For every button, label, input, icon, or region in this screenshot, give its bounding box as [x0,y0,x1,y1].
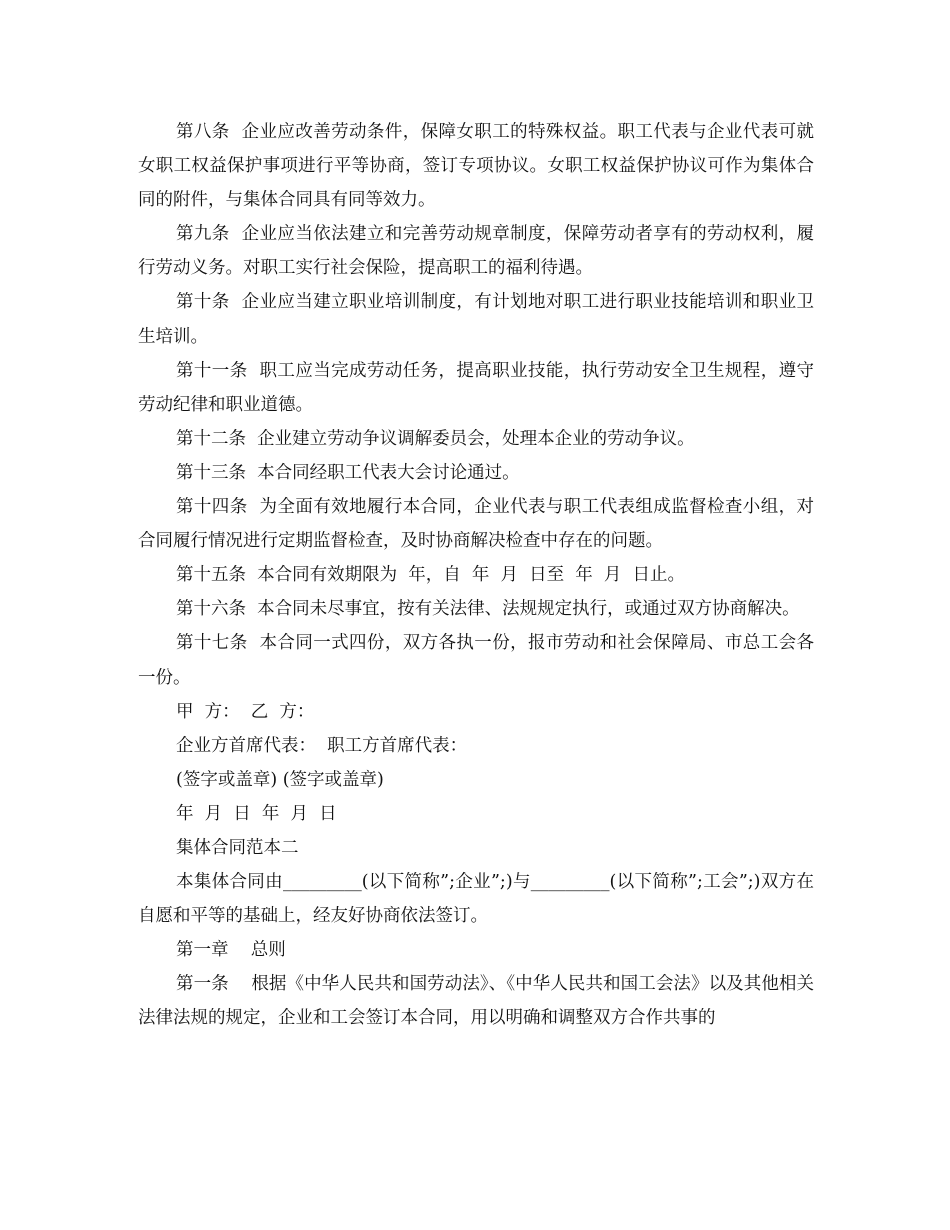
article-15: 第十五条 本合同有效期限为 年，自 年 月 日至 年 月 日止。 [176,565,686,586]
article-12: 第十二条 企业建立劳动争议调解委员会，处理本企业的劳动争议。 [176,428,695,449]
chapter-1-heading: 第一章 总则 [176,940,286,961]
date-line: 年 月 日 年 月 日 [176,803,337,824]
article-10: 第十条 企业应当建立职业培训制度，有计划地对职工进行职业技能培训和职业卫生培训。 [138,292,814,347]
template-two-heading: 集体合同范本二 [176,837,299,858]
contract-intro: 本集体合同由_________(以下简称”;企业”;)与_________(以下简称”;工会”;)双方在自愿和平等的基础上，经友好协商依法签订。 [138,872,814,927]
article-17: 第十七条 本合同一式四份，双方各执一份，报市劳动和社会保障局、市总工会各一份。 [138,633,814,688]
article-9: 第九条 企业应当依法建立和完善劳动规章制度，保障劳动者享有的劳动权利，履行劳动义务。对职工实行社会保险，提高职工的福利待遇。 [138,224,814,279]
article-16: 第十六条 本合同未尽事宜，按有关法律、法规规定执行，或通过双方协商解决。 [176,599,800,620]
parties-line: 甲 方： 乙 方： [176,701,315,722]
signature-line: (签字或盖章) (签字或盖章) [176,769,384,790]
article-13: 第十三条 本合同经职工代表大会讨论通过。 [176,462,520,483]
representatives-line: 企业方首席代表： 职工方首席代表： [176,735,468,756]
article-8: 第八条 企业应改善劳动条件，保障女职工的特殊权益。职工代表与企业代表可就女职工权益保护事项进行平等协商，签订专项协议。女职工权益保护协议可作为集体合同的附件，与集体合同具有同等效力。 [138,122,814,211]
chapter-1-article-1: 第一条 根据《中华人民共和国劳动法》、《中华人民共和国工会法》以及其他相关法律法规的规定，企业和工会签订本合同，用以明确和调整双方合作共事的 [138,974,814,1029]
article-14: 第十四条 为全面有效地履行本合同，企业代表与职工代表组成监督检查小组，对合同履行情况进行定期监督检查，及时协商解决检查中存在的问题。 [138,497,814,552]
article-11: 第十一条 职工应当完成劳动任务，提高职业技能，执行劳动安全卫生规程，遵守劳动纪律和职业道德。 [138,360,814,415]
document-body [138,115,814,1036]
